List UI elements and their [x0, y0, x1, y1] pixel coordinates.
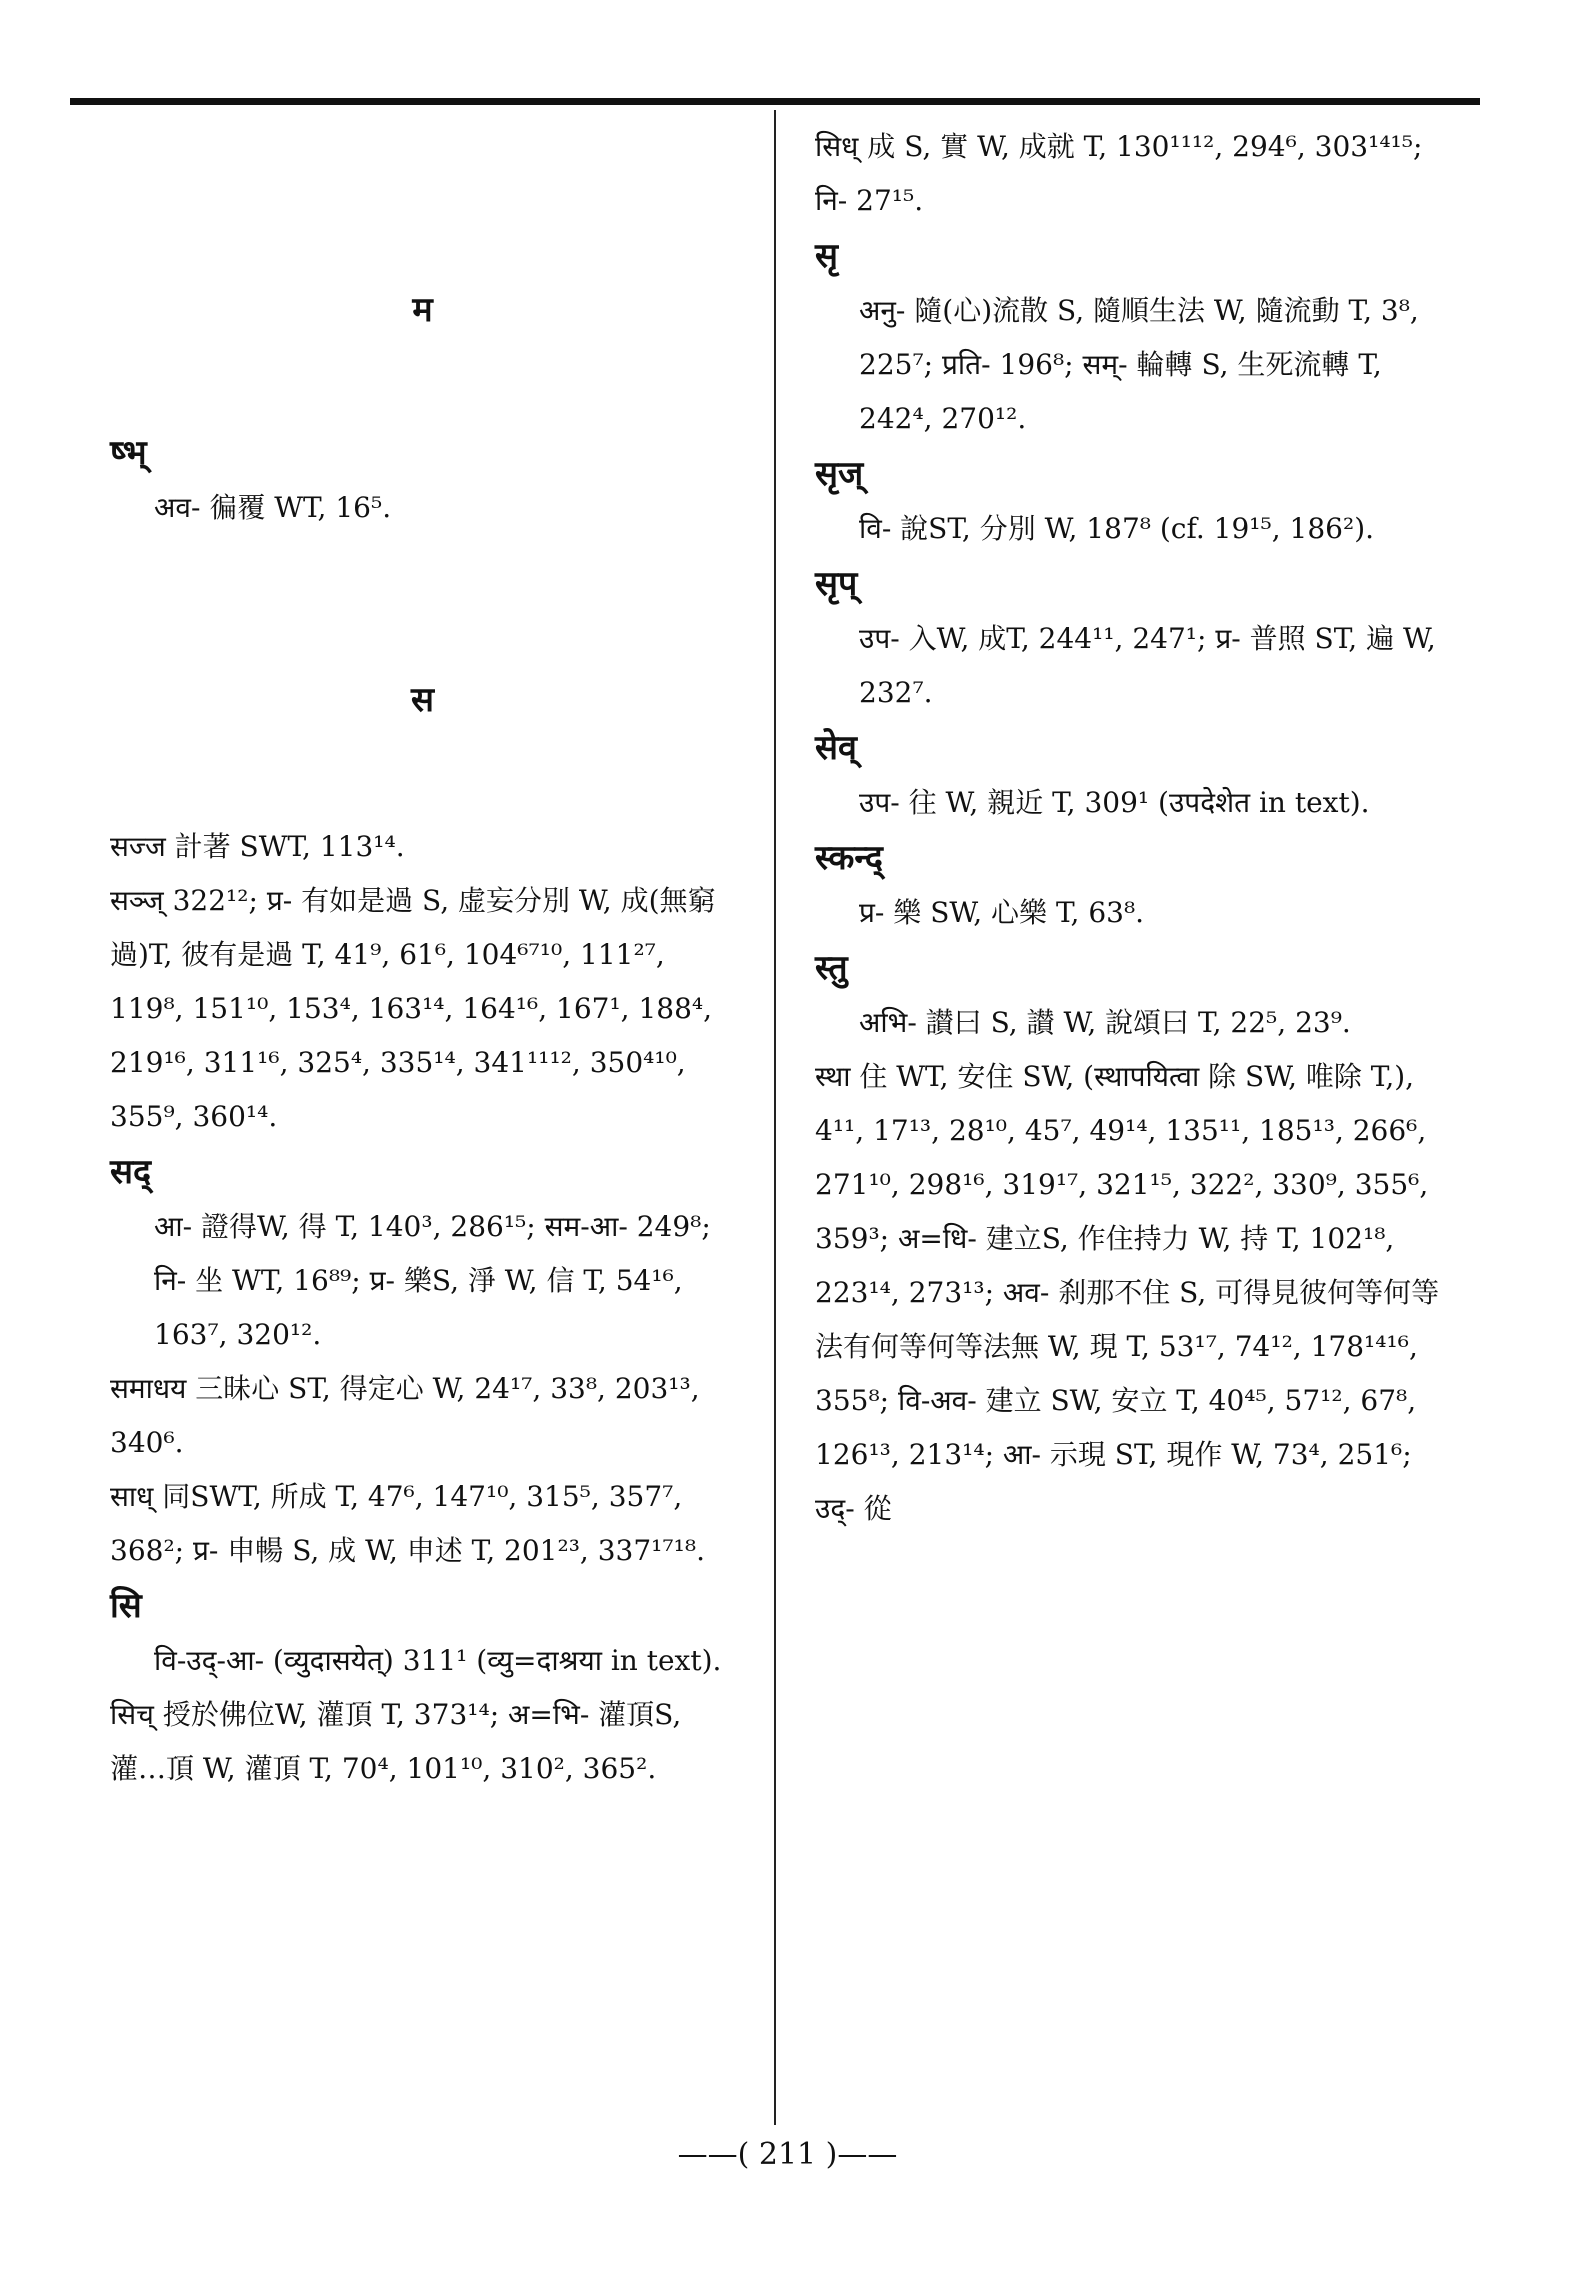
entry: समाधय 三昧心 ST, 得定心 W, 24¹⁷, 33⁸, 203¹³, 340⁶. — [110, 1372, 700, 1459]
entry: आ- 證得W, 得 T, 140³, 286¹⁵; सम-आ- 249⁸; नि- 坐 WT, 16⁸⁹; प्र- 樂S, 淨 W, 信 T, 54¹⁶, 163⁷, 320¹². — [154, 1210, 711, 1351]
left-column — [110, 120, 735, 1796]
entry: अभि- 讃曰 S, 讃 W, 說頌曰 T, 22⁵, 23⁹. — [859, 1006, 1351, 1039]
entry: सज्ज 計著 SWT, 113¹⁴. — [110, 830, 405, 863]
entry: अव- 徧覆 WT, 16⁵. — [154, 491, 392, 524]
page-number: ——( 211 )—— — [677, 2137, 898, 2172]
section-letter: स — [411, 680, 434, 720]
entry: स्था 住 WT, 安住 SW, (स्थापयित्वा 除 SW, 唯除 T,), 4¹¹, 17¹³, 28¹⁰, 45⁷, 49¹⁴, 135¹¹, 185¹³, 266⁶, 271¹⁰, 298¹⁶, 319¹⁷, 321¹⁵, 322², 330⁹, 355⁶, 359³; अ=धि- 建立S, 作住持力 W, 持 T, 102¹⁸, 223¹⁴, 273¹³; अव- 刹那不住 S, 可得見彼何等何等法有何等何等法無 W, 現 T, 53¹⁷, 74¹², 178¹⁴¹⁶, 355⁸; वि-अव- 建立 SW, 安立 T, 40⁴⁵, 57¹², 67⁸, 126¹³, 213¹⁴; आ- 示現 ST, 現作 W, 73⁴, 251⁶; उद्- 從 — [815, 1060, 1440, 1525]
section-letter: म — [412, 290, 433, 330]
entry-headword: सि — [110, 1586, 142, 1626]
column-divider — [774, 110, 776, 2125]
entry: प्र- 樂 SW, 心樂 T, 63⁸. — [859, 896, 1145, 929]
entry-headword: सेव् — [815, 728, 857, 768]
entry-headword: ष्भ् — [110, 433, 147, 473]
entry: सिच् 授於佛位W, 灌頂 T, 373¹⁴; अ=भि- 灌頂S, 灌…頂 W, 灌頂 T, 70⁴, 101¹⁰, 310², 365². — [110, 1698, 682, 1785]
entry-headword: स्तु — [815, 948, 848, 988]
right-column — [815, 120, 1455, 1536]
entry: अनु- 隨(心)流散 S, 隨順生法 W, 隨流動 T, 3⁸, 225⁷; प्रति- 196⁸; सम्- 輪轉 S, 生死流轉 T, 242⁴, 270¹². — [859, 294, 1419, 435]
entry: उप- 入W, 成T, 244¹¹, 247¹; प्र- 普照 ST, 遍 W, 232⁷. — [859, 622, 1436, 709]
entry-headword: सद् — [110, 1152, 152, 1192]
entry: उप- 往 W, 親近 T, 309¹ (उपदेशेत in text). — [859, 786, 1370, 819]
entry-headword: स्कन्द् — [815, 838, 883, 878]
entry: वि- 說ST, 分別 W, 187⁸ (cf. 19¹⁵, 186²). — [859, 512, 1375, 545]
entry: साध् 同SWT, 所成 T, 47⁶, 147¹⁰, 315⁵, 357⁷, 368²; प्र- 申暢 S, 成 W, 申述 T, 201²³, 337¹⁷¹⁸. — [110, 1480, 705, 1567]
entry-headword: सृज् — [815, 454, 864, 494]
entry: वि-उद्-आ- (व्युदासयेत्) 311¹ (व्यु=दाश्रया in text). — [154, 1644, 722, 1677]
entry: सञ्ज् 322¹²; प्र- 有如是過 S, 虚妄分別 W, 成(無窮過)T, 彼有是過 T, 41⁹, 61⁶, 104⁶⁷¹⁰, 111²⁷, 119⁸, 151¹⁰, 153⁴, 163¹⁴, 164¹⁶, 167¹, 188⁴, 219¹⁶, 311¹⁶, 325⁴, 335¹⁴, 341¹¹¹², 350⁴¹⁰, 355⁹, 360¹⁴. — [110, 884, 716, 1133]
top-rule — [70, 98, 1480, 105]
entry-headword: सृ — [815, 236, 838, 276]
entry-headword: सृप् — [815, 564, 858, 604]
entry: सिध् 成 S, 實 W, 成就 T, 130¹¹¹², 294⁶, 303¹⁴¹⁵; नि- 27¹⁵. — [815, 130, 1423, 217]
